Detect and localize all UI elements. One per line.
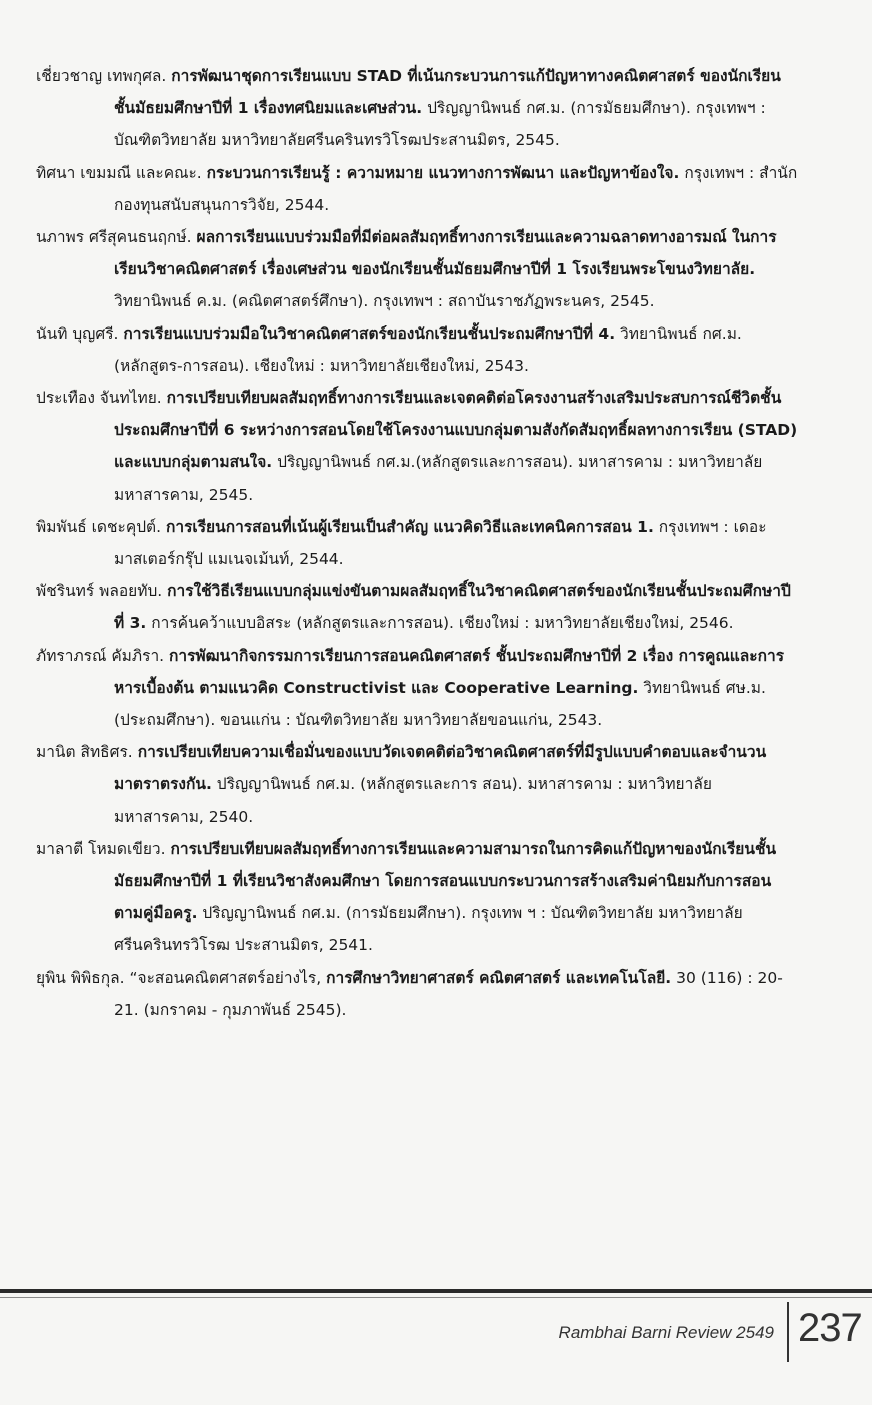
reference-entry — [36, 382, 798, 511]
footer-divider — [787, 1302, 789, 1362]
reference-title: การพัฒนาชุดการเรียนแบบ STAD ที่เน้นกระบวนการแก้ปัญหาทางคณิตศาสตร์ ของนักเรียนชั้นมัธยมศึกษาปีที่ 1 เรื่องทศนิยมและเศษส่วน. — [114, 67, 781, 118]
reference-entry — [36, 511, 798, 575]
reference-title: การเปรียบเทียบผลสัมฤทธิ์ทางการเรียนและเจตคติต่อโครงงานสร้างเสริมประสบการณ์ชีวิตชั้นประถมศึกษาปีที่ 6 ระหว่างการสอนโดยใช้โครงงานแบบกลุ่มตามสังกัดสัมฤทธิ์ผลทางการเรียน (STAD) และแบบกลุ่มตามสนใจ. — [114, 389, 798, 472]
reference-entry — [36, 221, 798, 318]
reference-title: ผลการเรียนแบบร่วมมือที่มีต่อผลสัมฤทธิ์ทางการเรียนและความฉลาดทางอารมณ์ ในการเรียนวิชาคณิตศาสตร์ เรื่องเศษส่วน ของนักเรียนชั้นมัธยมศึกษาปีที่ 1 โรงเรียนพระโขนงวิทยาลัย. — [114, 228, 777, 279]
reference-entry — [36, 640, 798, 737]
reference-author: นภาพร ศรีสุคนธนฤกษ์. — [36, 228, 192, 247]
reference-publication: ปริญญานิพนธ์ กศ.ม.(หลักสูตรและการสอน). มหาสารคาม : มหาวิทยาลัยมหาสารคาม, 2545. — [114, 453, 763, 504]
reference-publication: วิทยานิพนธ์ ศษ.ม. (ประถมศึกษา). ขอนแก่น : บัณฑิตวิทยาลัย มหาวิทยาลัยขอนแก่น, 2543. — [114, 678, 766, 730]
reference-entry — [36, 575, 798, 639]
reference-publication: วิทยานิพนธ์ ค.ม. (คณิตศาสตร์ศึกษา). กรุงเทพฯ : สถาบันราชภัฏพระนคร, 2545. — [114, 292, 655, 311]
reference-author: ภัทราภรณ์ คัมภิรา. — [36, 646, 165, 665]
reference-title: การพัฒนากิจกรรมการเรียนการสอนคณิตศาสตร์ ชั้นประถมศึกษาปีที่ 2 เรื่อง การคูณและการหารเบื้องต้น ตามแนวคิด Constructivist และ Cooperative Learning. — [114, 646, 785, 697]
journal-name: Rambhai Barni Review 2549 — [558, 1323, 774, 1342]
page-number: 237 — [798, 1306, 862, 1350]
reference-list — [36, 60, 798, 1026]
reference-entry — [36, 962, 798, 1026]
reference-title: การศึกษาวิทยาศาสตร์ คณิตศาสตร์ และเทคโนโลยี. — [326, 968, 672, 987]
reference-publication: กรุงเทพฯ : เดอะมาสเตอร์กรุ๊ป แมเนจเม้นท์, 2544. — [114, 517, 767, 569]
reference-author: มาลาตี โหมดเขียว. — [36, 839, 166, 858]
reference-publication: การค้นคว้าแบบอิสระ (หลักสูตรและการสอน). เชียงใหม่ : มหาวิทยาลัยเชียงใหม่, 2546. — [151, 614, 734, 633]
reference-entry — [36, 736, 798, 833]
reference-author: ยุพิน พิพิธกุล. “จะสอนคณิตศาสตร์อย่างไร, — [36, 968, 322, 987]
reference-entry — [36, 833, 798, 962]
reference-title: การเรียนแบบร่วมมือในวิชาคณิตศาสตร์ของนักเรียนชั้นประถมศึกษาปีที่ 4. — [123, 324, 616, 343]
reference-title: การเรียนการสอนที่เน้นผู้เรียนเป็นสำคัญ แนวคิดวิธีและเทคนิคการสอน 1. — [165, 517, 654, 536]
reference-author: นันทิ บุญศรี. — [36, 324, 119, 343]
reference-title: การเปรียบเทียบความเชื่อมั่นของแบบวัดเจตคติต่อวิชาคณิตศาสตร์ที่มีรูปแบบคำตอบและจำนวนมาตราตรงกัน. — [114, 743, 767, 794]
reference-entry — [36, 60, 798, 157]
reference-title: กระบวนการเรียนรู้ : ความหมาย แนวทางการพัฒนา และปัญหาข้องใจ. — [206, 163, 680, 182]
reference-entry — [36, 157, 798, 221]
reference-title: การใช้วิธีเรียนแบบกลุ่มแข่งขันตามผลสัมฤทธิ์ในวิชาคณิตศาสตร์ของนักเรียนชั้นประถมศึกษาปีที่ 3. — [114, 582, 791, 633]
reference-entry — [36, 318, 798, 382]
reference-author: ทิศนา เขมมณี และคณะ. — [36, 163, 202, 182]
reference-publication: กรุงเทพฯ : สำนักกองทุนสนับสนุนการวิจัย, 2544. — [114, 163, 798, 214]
reference-author: ประเทือง จันทไทย. — [36, 389, 162, 408]
reference-publication: ปริญญานิพนธ์ กศ.ม. (การมัธยมศึกษา). กรุงเทพฯ : บัณฑิตวิทยาลัย มหาวิทยาลัยศรีนครินทรวิโรฒประสานมิตร, 2545. — [114, 99, 766, 150]
reference-title: การเปรียบเทียบผลสัมฤทธิ์ทางการเรียนและความสามารถในการคิดแก้ปัญหาของนักเรียนชั้นมัธยมศึกษาปีที่ 1 ที่เรียนวิชาสังคมศึกษา โดยการสอนแบบกระบวนการสร้างเสริมค่านิยมกับการสอนตามคู่มือครู. — [114, 839, 777, 923]
reference-publication: ปริญญานิพนธ์ กศ.ม. (การมัธยมศึกษา). กรุงเทพ ฯ : บัณฑิตวิทยาลัย มหาวิทยาลัยศรีนครินทรวิโรฒ ประสานมิตร, 2541. — [114, 904, 743, 955]
reference-publication: วิทยานิพนธ์ กศ.ม. (หลักสูตร-การสอน). เชียงใหม่ : มหาวิทยาลัยเชียงใหม่, 2543. — [114, 324, 742, 375]
footer-rule-thin — [0, 1297, 872, 1298]
footer-rule — [0, 1289, 872, 1293]
reference-publication: ปริญญานิพนธ์ กศ.ม. (หลักสูตรและการ สอน). มหาสารคาม : มหาวิทยาลัยมหาสารคาม, 2540. — [114, 775, 712, 826]
reference-publication: 30 (116) : 20-21. (มกราคม - กุมภาพันธ์ 2545). — [114, 968, 783, 1019]
reference-author: พิมพันธ์ เดชะคุปต์. — [36, 517, 162, 536]
reference-author: มานิต สิทธิศร. — [36, 743, 133, 762]
reference-author: พัชรินทร์ พลอยทับ. — [36, 582, 163, 601]
reference-author: เชี่ยวชาญ เทพกุศล. — [36, 67, 167, 85]
